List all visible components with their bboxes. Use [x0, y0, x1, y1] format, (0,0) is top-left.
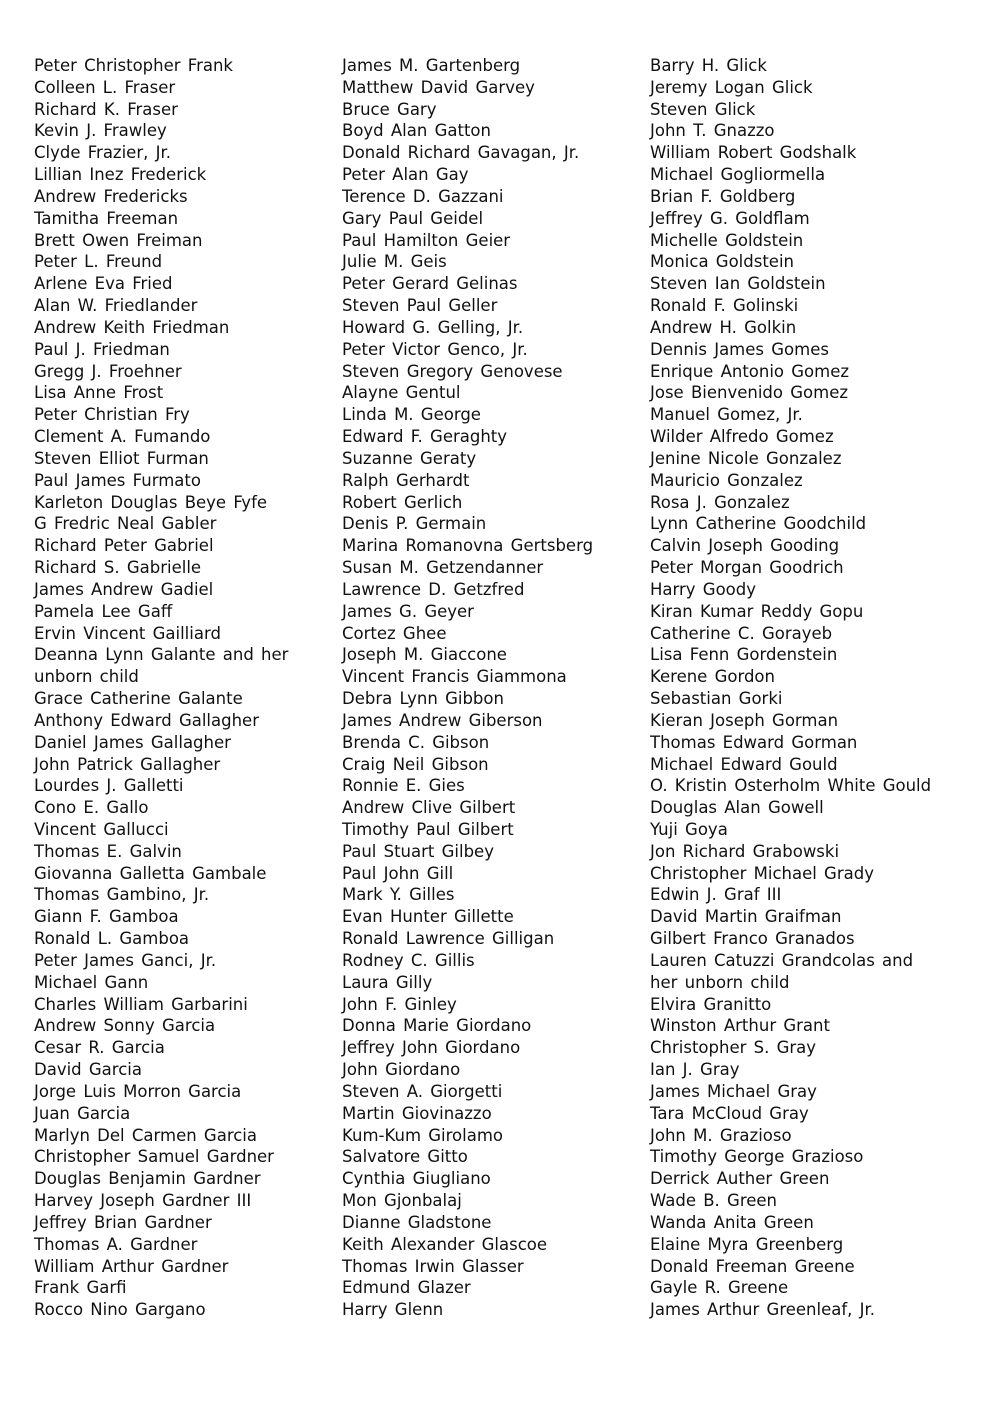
- name-entry: Lauren Catuzzi Grandcolas and: [650, 950, 914, 970]
- name-entry: Kum-Kum Girolamo: [342, 1125, 504, 1145]
- name-entry: Ervin Vincent Gailliard: [34, 623, 221, 643]
- name-entry: Michael Edward Gould: [650, 754, 838, 774]
- name-entry: Michelle Goldstein: [650, 230, 804, 250]
- name-entry: Ralph Gerhardt: [342, 470, 470, 490]
- name-entry: Keith Alexander Glascoe: [342, 1234, 548, 1254]
- name-entry: Timothy George Grazioso: [650, 1147, 864, 1167]
- name-entry: Steven Gregory Genovese: [342, 361, 563, 381]
- name-entry: Kiran Kumar Reddy Gopu: [650, 601, 864, 621]
- name-entry: Paul Stuart Gilbey: [342, 841, 494, 861]
- name-entry: Steven Elliot Furman: [34, 448, 209, 468]
- name-entry: Deanna Lynn Galante and her: [34, 645, 289, 665]
- name-entry: Craig Neil Gibson: [342, 754, 489, 774]
- name-entry: Tamitha Freeman: [34, 208, 179, 228]
- name-entry: Cono E. Gallo: [34, 798, 149, 818]
- name-entry: Lawrence D. Getzfred: [342, 579, 525, 599]
- name-entry: Donald Freeman Greene: [650, 1256, 855, 1276]
- name-entry: Anthony Edward Gallagher: [34, 710, 259, 730]
- name-entry: Thomas E. Galvin: [34, 841, 182, 861]
- name-entry: Cesar R. Garcia: [34, 1038, 165, 1058]
- name-entry: Kieran Joseph Gorman: [650, 710, 839, 730]
- name-entry: Peter Alan Gay: [342, 165, 469, 185]
- name-entry: Juan Garcia: [34, 1103, 131, 1123]
- name-entry: Steven Glick: [650, 99, 756, 119]
- name-entry: Julie M. Geis: [342, 252, 447, 272]
- name-entry: Ian J. Gray: [650, 1060, 740, 1080]
- name-entry: Lisa Anne Frost: [34, 383, 164, 403]
- name-entry: James Arthur Greenleaf, Jr.: [650, 1300, 876, 1320]
- name-entry: Joseph M. Giaccone: [342, 645, 507, 665]
- name-entry: Enrique Antonio Gomez: [650, 361, 850, 381]
- name-entry: Christopher S. Gray: [650, 1038, 817, 1058]
- name-entry: Giann F. Gamboa: [34, 907, 179, 927]
- name-entry: O. Kristin Osterholm White Gould: [650, 776, 932, 796]
- name-entry: her unborn child: [650, 972, 790, 992]
- name-entry: Andrew Keith Friedman: [34, 317, 230, 337]
- name-entry: unborn child: [34, 667, 139, 687]
- name-entry: Ronald F. Golinski: [650, 296, 799, 316]
- name-entry: Boyd Alan Gatton: [342, 121, 491, 141]
- name-entry: Thomas Gambino, Jr.: [34, 885, 210, 905]
- name-entry: Steven A. Giorgetti: [342, 1081, 503, 1101]
- name-entry: Edwin J. Graf III: [650, 885, 782, 905]
- name-entry: Martin Giovinazzo: [342, 1103, 492, 1123]
- names-column-3: [650, 55, 990, 1321]
- name-entry: Thomas A. Gardner: [34, 1234, 198, 1254]
- name-entry: John M. Grazioso: [650, 1125, 792, 1145]
- name-entry: Peter Morgan Goodrich: [650, 558, 844, 578]
- name-entry: Mauricio Gonzalez: [650, 470, 803, 490]
- name-entry: Lynn Catherine Goodchild: [650, 514, 867, 534]
- name-entry: Frank Garfi: [34, 1278, 127, 1298]
- name-entry: Salvatore Gitto: [342, 1147, 468, 1167]
- name-entry: Colleen L. Fraser: [34, 77, 176, 97]
- name-entry: Christopher Samuel Gardner: [34, 1147, 274, 1167]
- name-entry: Vincent Francis Giammona: [342, 667, 567, 687]
- name-entry: Harvey Joseph Gardner III: [34, 1191, 252, 1211]
- name-entry: Steven Paul Geller: [342, 296, 498, 316]
- name-entry: Peter James Ganci, Jr.: [34, 950, 217, 970]
- name-entry: Jorge Luis Morron Garcia: [34, 1081, 242, 1101]
- name-entry: James Andrew Gadiel: [34, 579, 214, 599]
- name-entry: Gayle R. Greene: [650, 1278, 789, 1298]
- name-entry: Clement A. Fumando: [34, 427, 211, 447]
- name-entry: Richard S. Gabrielle: [34, 558, 202, 578]
- name-entry: Paul J. Friedman: [34, 339, 170, 359]
- name-entry: Ronald L. Gamboa: [34, 929, 190, 949]
- name-entry: Thomas Irwin Glasser: [342, 1256, 524, 1276]
- name-entry: Catherine C. Gorayeb: [650, 623, 833, 643]
- name-entry: William Arthur Gardner: [34, 1256, 229, 1276]
- name-entry: Michael Gogliormella: [650, 165, 826, 185]
- name-entry: Karleton Douglas Beye Fyfe: [34, 492, 268, 512]
- name-entry: Sebastian Gorki: [650, 689, 783, 709]
- name-entry: Harry Goody: [650, 579, 757, 599]
- name-entry: Jeffrey John Giordano: [342, 1038, 521, 1058]
- name-entry: Grace Catherine Galante: [34, 689, 243, 709]
- name-entry: Jose Bienvenido Gomez: [650, 383, 849, 403]
- name-entry: Andrew Sonny Garcia: [34, 1016, 216, 1036]
- name-entry: Brenda C. Gibson: [342, 732, 490, 752]
- name-entry: Manuel Gomez, Jr.: [650, 405, 803, 425]
- name-entry: James Andrew Giberson: [342, 710, 543, 730]
- name-entry: Andrew Fredericks: [34, 186, 188, 206]
- name-entry: Pamela Lee Gaff: [34, 601, 173, 621]
- name-entry: Matthew David Garvey: [342, 77, 535, 97]
- name-entry: Christopher Michael Grady: [650, 863, 874, 883]
- name-entry: Lisa Fenn Gordenstein: [650, 645, 838, 665]
- name-entry: Brian F. Goldberg: [650, 186, 796, 206]
- name-entry: Winston Arthur Grant: [650, 1016, 830, 1036]
- name-entry: Jeremy Logan Glick: [650, 77, 813, 97]
- name-entry: Jenine Nicole Gonzalez: [650, 448, 842, 468]
- name-entry: Marina Romanovna Gertsberg: [342, 536, 594, 556]
- name-entry: Wanda Anita Green: [650, 1212, 814, 1232]
- name-entry: James M. Gartenberg: [342, 56, 521, 75]
- name-entry: Peter L. Freund: [34, 252, 163, 272]
- name-entry: Richard K. Fraser: [34, 99, 178, 119]
- name-entry: Paul Hamilton Geier: [342, 230, 511, 250]
- name-entry: Gregg J. Froehner: [34, 361, 182, 381]
- name-entry: Rocco Nino Gargano: [34, 1300, 206, 1320]
- name-entry: Donald Richard Gavagan, Jr.: [342, 143, 580, 163]
- name-entry: Thomas Edward Gorman: [650, 732, 858, 752]
- name-entry: Calvin Joseph Gooding: [650, 536, 840, 556]
- name-entry: Arlene Eva Fried: [34, 274, 173, 294]
- name-entry: G Fredric Neal Gabler: [34, 514, 217, 534]
- name-entry: Andrew H. Golkin: [650, 317, 797, 337]
- name-entry: John Giordano: [342, 1060, 461, 1080]
- name-entry: Lourdes J. Galletti: [34, 776, 184, 796]
- name-entry: Richard Peter Gabriel: [34, 536, 214, 556]
- names-column-2: [342, 55, 637, 1321]
- name-entry: Jeffrey Brian Gardner: [34, 1212, 212, 1232]
- name-entry: Howard G. Gelling, Jr.: [342, 317, 524, 337]
- name-entry: John F. Ginley: [342, 994, 457, 1014]
- name-entry: Timothy Paul Gilbert: [342, 819, 514, 839]
- name-entry: Linda M. George: [342, 405, 481, 425]
- name-entry: Peter Christopher Frank: [34, 56, 233, 75]
- name-entry: Giovanna Galletta Gambale: [34, 863, 267, 883]
- name-entry: John T. Gnazzo: [650, 121, 775, 141]
- name-entry: William Robert Godshalk: [650, 143, 857, 163]
- name-entry: David Garcia: [34, 1060, 142, 1080]
- name-entry: Lillian Inez Frederick: [34, 165, 207, 185]
- name-entry: Daniel James Gallagher: [34, 732, 231, 752]
- name-entry: Mon Gjonbalaj: [342, 1191, 462, 1211]
- name-entry: Dennis James Gomes: [650, 339, 829, 359]
- name-entry: David Martin Graifman: [650, 907, 842, 927]
- name-entry: Ronald Lawrence Gilligan: [342, 929, 555, 949]
- name-entry: Steven Ian Goldstein: [650, 274, 826, 294]
- name-entry: Kevin J. Frawley: [34, 121, 167, 141]
- name-entry: Rodney C. Gillis: [342, 950, 475, 970]
- name-entry: Robert Gerlich: [342, 492, 463, 512]
- names-column-1: [34, 55, 329, 1321]
- name-entry: Edmund Glazer: [342, 1278, 471, 1298]
- name-entry: Tara McCloud Gray: [650, 1103, 809, 1123]
- name-entry: Douglas Alan Gowell: [650, 798, 824, 818]
- name-entry: Jeffrey G. Goldflam: [650, 208, 810, 228]
- name-entry: John Patrick Gallagher: [34, 754, 221, 774]
- name-entry: Ronnie E. Gies: [342, 776, 465, 796]
- name-entry: Jon Richard Grabowski: [650, 841, 840, 861]
- name-entry: Elvira Granitto: [650, 994, 772, 1014]
- name-entry: Wilder Alfredo Gomez: [650, 427, 834, 447]
- name-entry: Evan Hunter Gillette: [342, 907, 514, 927]
- name-entry: Barry H. Glick: [650, 56, 767, 75]
- name-entry: Andrew Clive Gilbert: [342, 798, 516, 818]
- name-entry: Terence D. Gazzani: [342, 186, 504, 206]
- name-entry: James Michael Gray: [650, 1081, 817, 1101]
- name-entry: Derrick Auther Green: [650, 1169, 830, 1189]
- name-entry: Suzanne Geraty: [342, 448, 477, 468]
- name-entry: Brett Owen Freiman: [34, 230, 203, 250]
- name-entry: Harry Glenn: [342, 1300, 444, 1320]
- name-entry: Rosa J. Gonzalez: [650, 492, 790, 512]
- name-entry: Gary Paul Geidel: [342, 208, 484, 228]
- name-entry: Wade B. Green: [650, 1191, 778, 1211]
- name-entry: Kerene Gordon: [650, 667, 775, 687]
- name-entry: Monica Goldstein: [650, 252, 794, 272]
- name-entry: James G. Geyer: [342, 601, 474, 621]
- name-entry: Clyde Frazier, Jr.: [34, 143, 171, 163]
- name-entry: Denis P. Germain: [342, 514, 487, 534]
- name-entry: Susan M. Getzendanner: [342, 558, 544, 578]
- name-entry: Donna Marie Giordano: [342, 1016, 532, 1036]
- name-entry: Vincent Gallucci: [34, 819, 169, 839]
- name-entry: Peter Gerard Gelinas: [342, 274, 518, 294]
- name-entry: Edward F. Geraghty: [342, 427, 508, 447]
- name-entry: Yuji Goya: [650, 819, 728, 839]
- name-entry: Douglas Benjamin Gardner: [34, 1169, 261, 1189]
- name-entry: Gilbert Franco Granados: [650, 929, 855, 949]
- name-entry: Peter Christian Fry: [34, 405, 190, 425]
- name-entry: Marlyn Del Carmen Garcia: [34, 1125, 258, 1145]
- name-entry: Debra Lynn Gibbon: [342, 689, 504, 709]
- name-entry: Bruce Gary: [342, 99, 437, 119]
- name-entry: Alan W. Friedlander: [34, 296, 198, 316]
- name-entry: Paul John Gill: [342, 863, 454, 883]
- name-entry: Mark Y. Gilles: [342, 885, 455, 905]
- name-entry: Dianne Gladstone: [342, 1212, 492, 1232]
- name-entry: Paul James Furmato: [34, 470, 201, 490]
- name-entry: Elaine Myra Greenberg: [650, 1234, 844, 1254]
- name-entry: Cynthia Giugliano: [342, 1169, 491, 1189]
- name-entry: Alayne Gentul: [342, 383, 461, 403]
- name-entry: Cortez Ghee: [342, 623, 447, 643]
- name-entry: Charles William Garbarini: [34, 994, 248, 1014]
- name-entry: Michael Gann: [34, 972, 149, 992]
- name-entry: Peter Victor Genco, Jr.: [342, 339, 528, 359]
- name-entry: Laura Gilly: [342, 972, 433, 992]
